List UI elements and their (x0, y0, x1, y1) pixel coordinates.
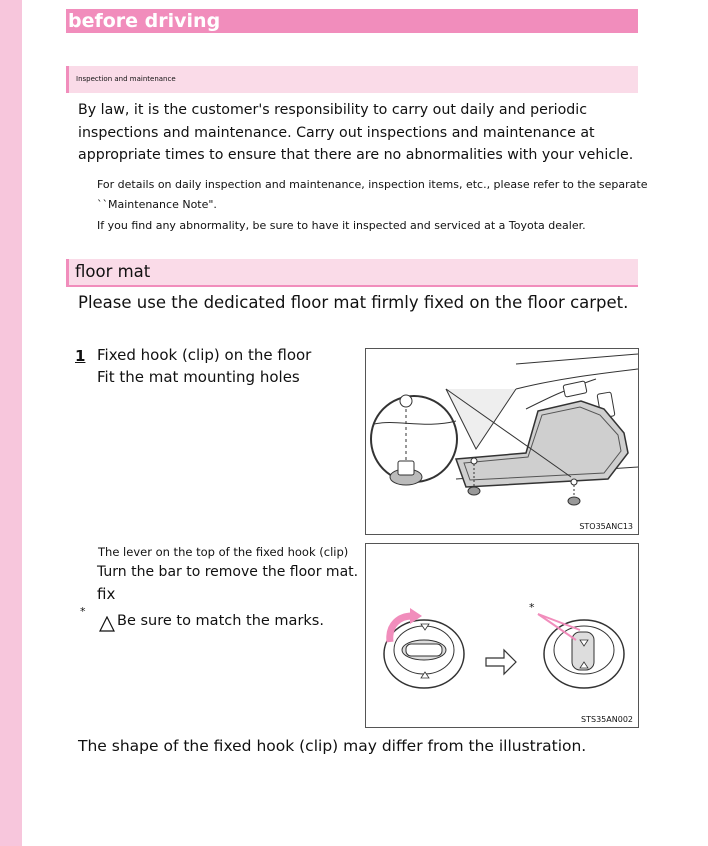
turn-text: Turn the bar to remove the floor mat. (97, 564, 359, 580)
floor-mat-figure (365, 348, 639, 535)
floor-mat-intro: Please use the dedicated floor mat firmly fixed on the floor carpet. (78, 293, 629, 312)
figure1-code: STO35ANC13 (579, 522, 633, 531)
asterisk-marker: * (80, 605, 86, 618)
clip-turn-figure (365, 543, 639, 728)
figure2-asterisk: * (529, 601, 535, 614)
closing-note: The shape of the fixed hook (clip) may differ from the illustration. (78, 737, 587, 755)
lever-text: The lever on the top of the fixed hook (clip) (98, 545, 349, 559)
fix-text: fix (97, 585, 116, 603)
step-line-1: Fixed hook (clip) on the floor (97, 346, 312, 364)
floor-mat-illustration (366, 349, 638, 534)
step-number: 1 (75, 347, 86, 365)
section-title: before driving (66, 9, 638, 33)
warning-triangle-icon (99, 616, 115, 632)
subsection-title: Inspection and maintenance (66, 66, 638, 93)
inspection-note-line3: If you find any abnormality, be sure to have it inspected and serviced at a Toyota dealer. (97, 219, 586, 232)
warning-text: Be sure to match the marks. (117, 613, 324, 629)
clip-turn-illustration (366, 544, 638, 727)
side-strip (0, 0, 22, 846)
inspection-note-line2: ``Maintenance Note". (97, 198, 217, 211)
figure2-code: STS35AN002 (581, 715, 633, 724)
step-line-2: Fit the mat mounting holes (97, 368, 300, 386)
inspection-note-line1: For details on daily inspection and maintenance, inspection items, etc., please refer to the separate (97, 178, 648, 191)
inspection-paragraph: By law, it is the customer's responsibility to carry out daily and periodic inspections and maintenance. Carry out inspections and maintenance at appropriate times to ensure that there are no abnormalities with your vehicle. (78, 102, 634, 163)
floor-mat-heading: floor mat (66, 259, 638, 287)
